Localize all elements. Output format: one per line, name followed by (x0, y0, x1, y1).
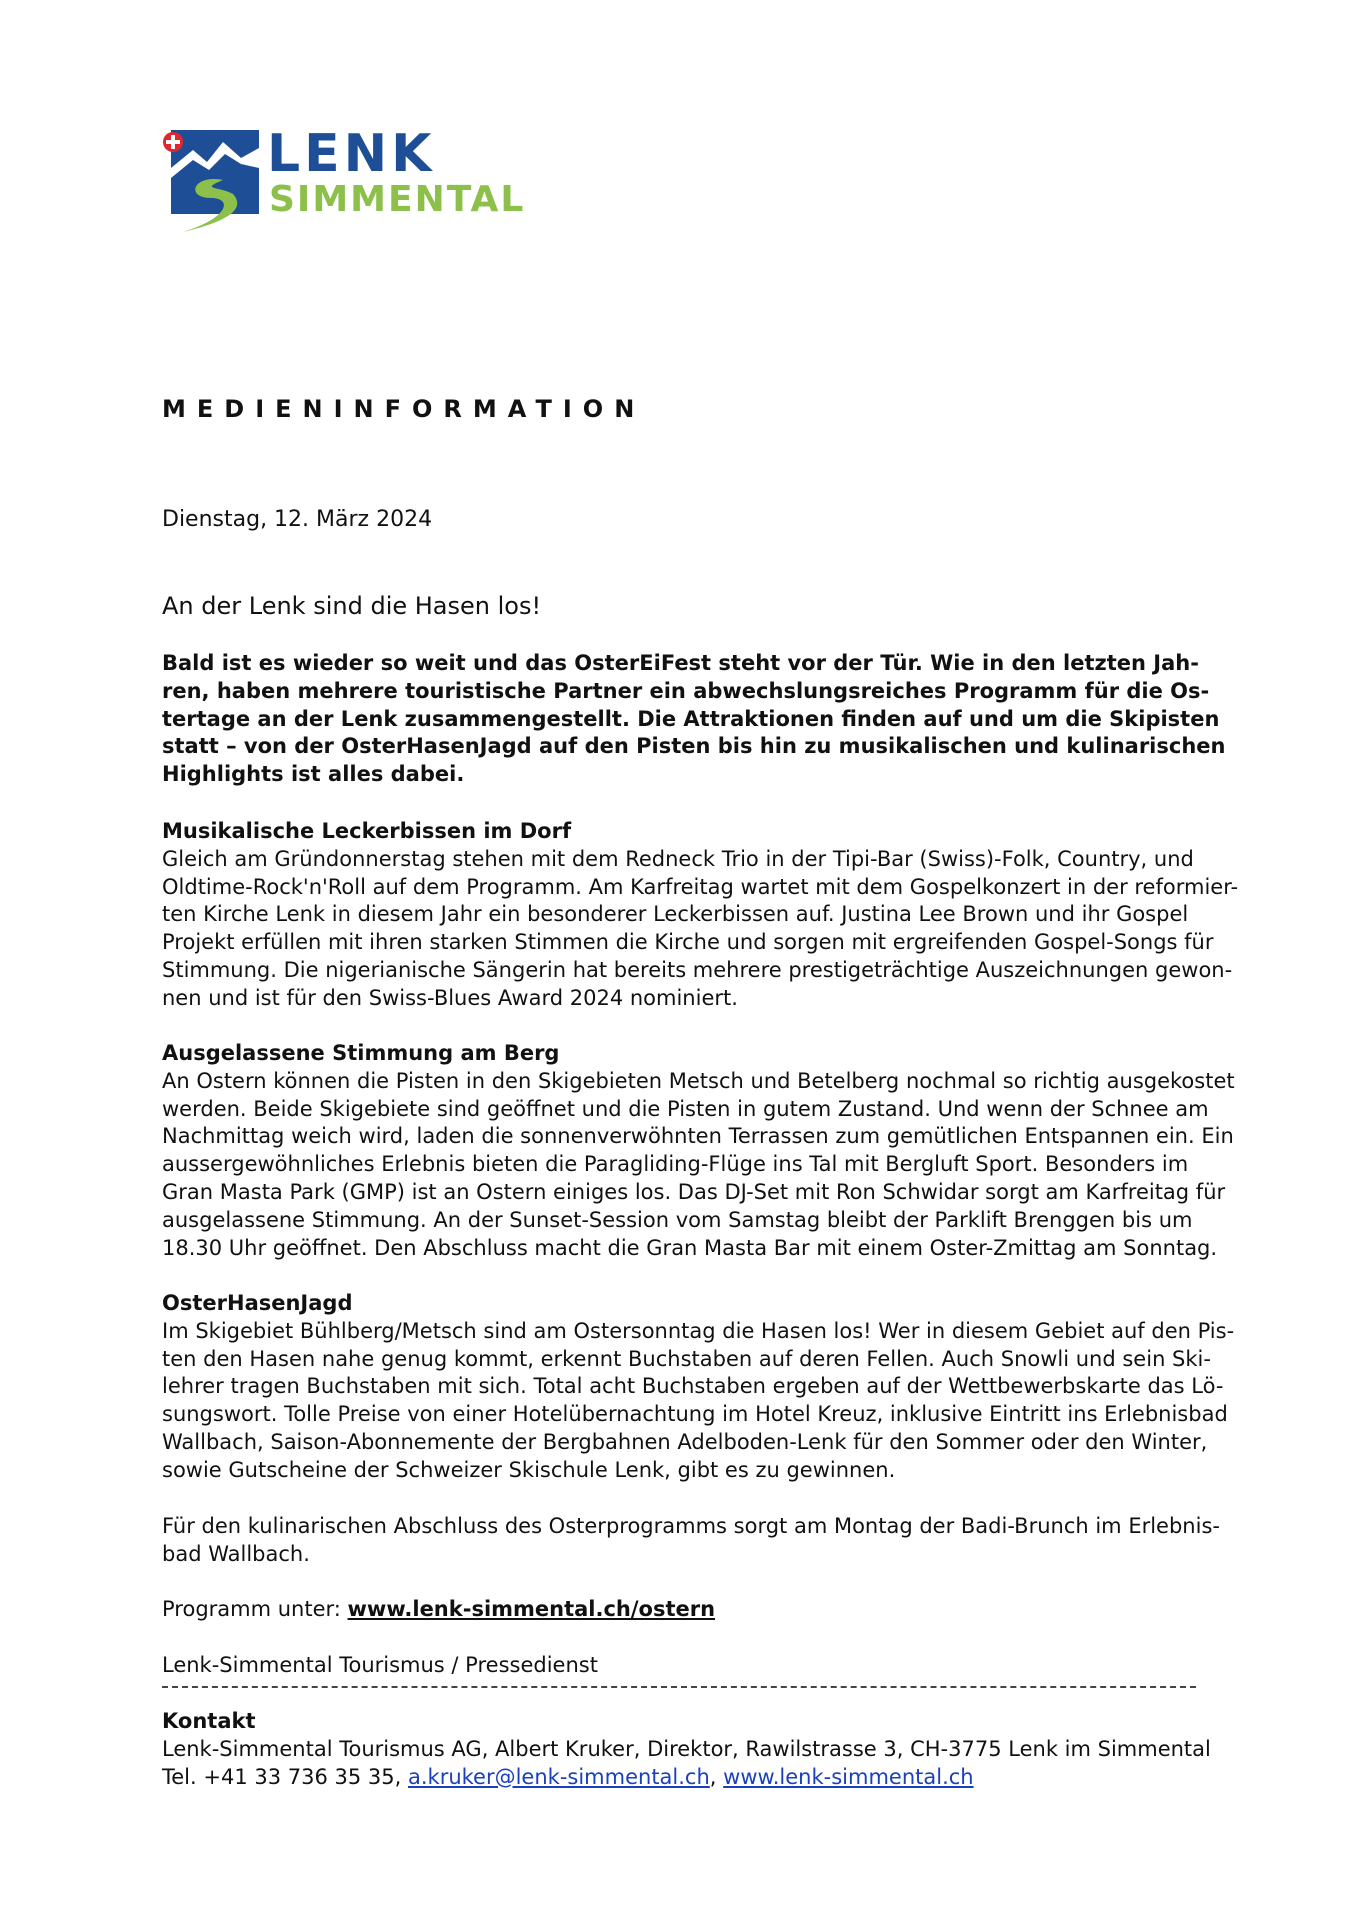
contact-address: Lenk-Simmental Tourismus AG, Albert Kruker, Direktor, Rawilstrasse 3, CH-3775 Lenk im Simmental (162, 1736, 1211, 1761)
text-line: Oldtime-Rock'n'Roll auf dem Programm. Am Karfreitag wartet mit dem Gospelkonzert in der reformier- (162, 874, 1239, 899)
document-date: Dienstag, 12. März 2024 (162, 507, 433, 532)
contact-email-link[interactable]: a.kruker@lenk-simmental.ch (407, 1764, 710, 1789)
section-heading: Ausgelassene Stimmung am Berg (162, 1041, 560, 1065)
logo-text-lenk: LENK (267, 124, 436, 184)
text-line: Bald ist es wieder so weit und das OsterEiFest steht vor der Tür. Wie in den letzten Jah- (162, 651, 1199, 675)
section-mountain (162, 1040, 1235, 1262)
text-line: Gran Masta Park (GMP) ist an Ostern einiges los. Das DJ-Set mit Ron Schwidar sorgt am Karfreitag für (162, 1179, 1226, 1204)
mountain-logo-icon (163, 128, 263, 234)
section-music (162, 818, 1239, 1013)
text-line: Im Skigebiet Bühlberg/Metsch sind am Ostersonntag die Hasen los! Wer in diesem Gebiet auf den Pis- (162, 1318, 1235, 1343)
text-line: sowie Gutscheine der Schweizer Skischule Lenk, gibt es zu gewinnen. (162, 1457, 896, 1482)
lead-paragraph (162, 650, 1226, 789)
text-line: aussergewöhnliches Erlebnis bieten die Paragliding-Flüge ins Tal mit Bergluft Sport. Besonders im (162, 1152, 1189, 1177)
programm-link[interactable]: www.lenk-simmental.ch/ostern (347, 1597, 716, 1621)
text-line: lehrer tragen Buchstaben mit sich. Total acht Buchstaben ergeben auf der Wettbewerbskarte das Lö- (162, 1374, 1224, 1399)
text-line: Projekt erfüllen mit ihren starken Stimmen die Kirche und sorgen mit ergreifenden Gospel-Songs für (162, 930, 1214, 955)
logo-text-simmental: SIMMENTAL (269, 179, 526, 220)
contact-separator: , (709, 1764, 724, 1789)
text-line: Nachmittag weich wird, laden die sonnenverwöhnten Terrassen zum gemütlichen Entspannen ein. Ein (162, 1124, 1234, 1149)
contact-line (162, 1764, 1222, 1792)
text-line: ausgelassene Stimmung. An der Sunset-Session vom Samstag bleibt der Parklift Brenggen bis um (162, 1207, 1193, 1232)
text-line: ten Kirche Lenk in diesem Jahr ein besonderer Leckerbissen auf. Justina Lee Brown und ihr Gospel (162, 902, 1189, 927)
contact-block (162, 1708, 1222, 1791)
text-line: tertage an der Lenk zusammengestellt. Die Attraktionen finden auf und um die Skipisten (162, 706, 1220, 731)
section-heading: Musikalische Leckerbissen im Dorf (162, 819, 572, 843)
contact-heading: Kontakt (162, 1709, 256, 1733)
closing-paragraph (162, 1513, 1222, 1569)
contact-website-link[interactable]: www.lenk-simmental.ch (723, 1764, 974, 1789)
text-line: ren, haben mehrere touristische Partner ein abwechslungsreiches Programm für die Os- (162, 678, 1210, 703)
section-easter-hunt (162, 1290, 1235, 1485)
text-line: 18.30 Uhr geöffnet. Den Abschluss macht die Gran Masta Bar mit einem Oster-Zmittag am Sonntag. (162, 1235, 1218, 1260)
lenk-simmental-logo (163, 124, 543, 234)
programm-label: Programm unter: (162, 1597, 348, 1621)
text-line: statt – von der OsterHasenJagd auf den Pisten bis hin zu musikalischen und kulinarischen (162, 734, 1226, 759)
text-line: Stimmung. Die nigerianische Sängerin hat bereits mehrere prestigeträchtige Auszeichnungen gewon- (162, 957, 1233, 982)
text-line: bad Wallbach. (162, 1541, 310, 1566)
programm-line (162, 1596, 1222, 1624)
text-line: werden. Beide Skigebiete sind geöffnet und die Pisten in gutem Zustand. Und wenn der Schnee am (162, 1096, 1209, 1121)
signature: Lenk-Simmental Tourismus / Pressedienst (162, 1653, 598, 1677)
text-line: An Ostern können die Pisten in den Skigebieten Metsch und Betelberg nochmal so richtig ausgekostet (162, 1068, 1235, 1093)
page-title: An der Lenk sind die Hasen los! (162, 592, 542, 620)
text-line: Für den kulinarischen Abschluss des Osterprogramms sorgt am Montag der Badi-Brunch im Erlebnis- (162, 1514, 1220, 1538)
document-kicker: MEDIENINFORMATION (162, 395, 646, 423)
text-line: sungswort. Tolle Preise von einer Hotelübernachtung im Hotel Kreuz, inklusive Eintritt ins Erlebnisbad (162, 1402, 1228, 1427)
dashed-divider (162, 1686, 1196, 1688)
text-line: Wallbach, Saison-Abonnemente der Bergbahnen Adelboden-Lenk für den Sommer oder den Winter, (162, 1429, 1208, 1454)
text-line: nen und ist für den Swiss-Blues Award 2024 nominiert. (162, 985, 738, 1010)
text-line: Highlights ist alles dabei. (162, 762, 465, 787)
text-line: Gleich am Gründonnerstag stehen mit dem Redneck Trio in der Tipi-Bar (Swiss)-Folk, Country, und (162, 846, 1194, 871)
text-line: ten den Hasen nahe genug kommt, erkennt Buchstaben auf deren Fellen. Auch Snowli und sein Ski- (162, 1346, 1211, 1371)
contact-phone: Tel. +41 33 736 35 35, (162, 1764, 408, 1789)
section-heading: OsterHasenJagd (162, 1291, 353, 1315)
